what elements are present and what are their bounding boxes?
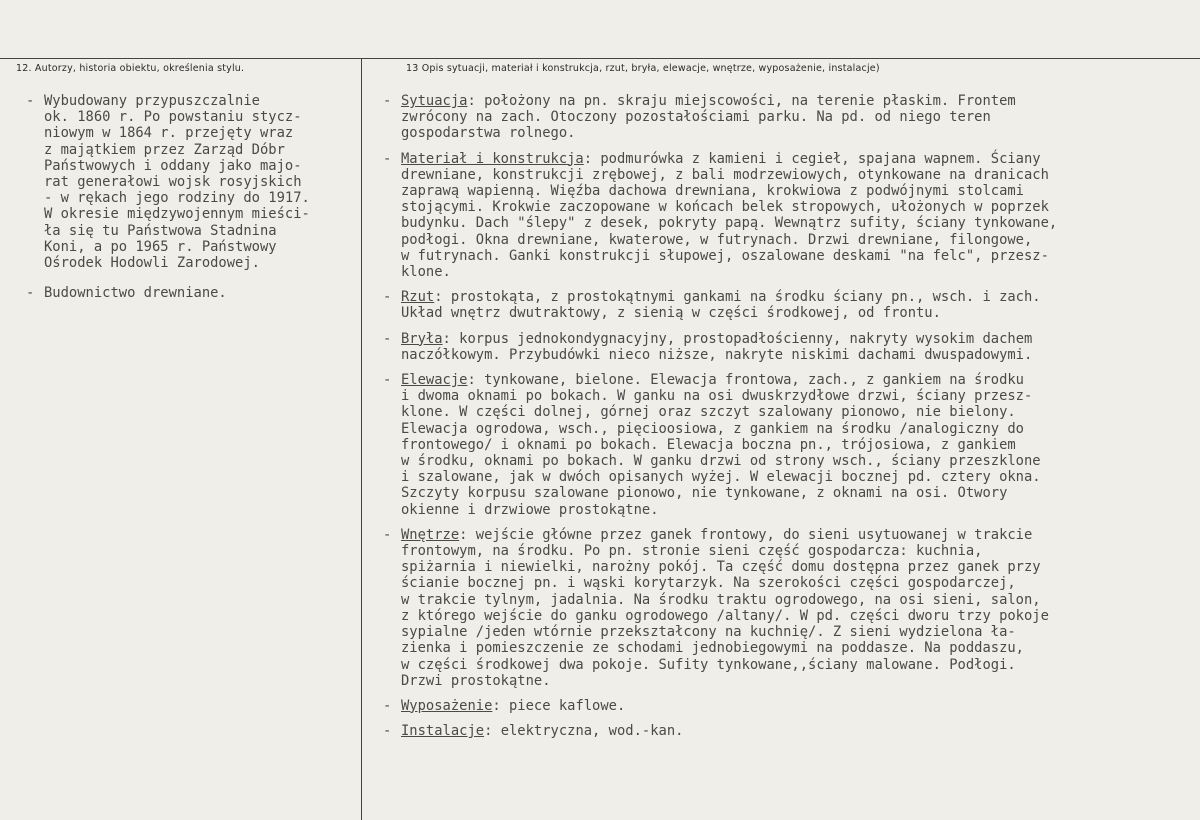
text-line: naczółkowym. Przybudówki nieco niższe, nakryte niskimi dachami dwuspadowymi. [401, 346, 1033, 363]
section-text: : elektryczna, wod.-kan. [484, 723, 684, 740]
text-line: Układ wnętrz dwutraktowy, z sienią w części środkowej, od frontu. [401, 305, 941, 322]
text-line [401, 372, 1183, 388]
text-line: drewniane, konstrukcji zrębowej, z bali modrzewiowych, otynkowane na dranicach [401, 166, 1049, 183]
entry-text [401, 698, 1183, 714]
text-line: podłogi. Okna drewniane, kwaterowe, w futrynach. Drzwi drewniane, filongowe, [401, 231, 1033, 248]
history-column [26, 93, 358, 315]
history-entry [26, 285, 358, 301]
bullet-dash: - [26, 285, 35, 302]
description-entry [383, 527, 1183, 689]
left-column-heading: 12. Autorzy, historia obiektu, określenia stylu. [16, 63, 245, 74]
text-line: klone. [401, 264, 451, 281]
bullet-dash: - [383, 723, 392, 740]
section-term: Rzut [401, 289, 435, 306]
section-text: : podmurówka z kamieni i cegieł, spajana wapnem. Ściany [583, 150, 1041, 167]
entry-text [401, 151, 1183, 281]
text-line: stojącymi. Krokwie zaczopowane w końcach belek stropowych, ułożonych w poprzek [401, 199, 1049, 216]
text-line: frontowym, na środku. Po pn. stronie sieni część gospodarcza: kuchnia, [401, 543, 983, 560]
section-term: Wyposażenie [401, 697, 493, 714]
section-text: : korpus jednokondygnacyjny, prostopadłościenny, nakryty wysokim dachem [442, 330, 1033, 347]
section-text: : położony na pn. skraju miejscowości, na terenie płaskim. Frontem [467, 93, 1016, 109]
entry-text [401, 331, 1183, 363]
section-text: : wejście główne przez ganek frontowy, do sieni usytuowanej w trakcie [459, 526, 1033, 543]
description-entry [383, 151, 1183, 281]
text-line: Koni, a po 1965 r. Państwowy [44, 238, 277, 255]
entry-text [401, 723, 1183, 739]
text-line: Ośrodek Hodowli Zarodowej. [44, 255, 260, 272]
text-line: Szczyty korpusu szalowane pionowo, nie tynkowane, z oknami na osi. Otwory [401, 485, 1008, 502]
text-line: w futrynach. Ganki konstrukcji słupowej, oszalowane deskami "na felc", przesz- [401, 247, 1049, 264]
column-divider [361, 58, 362, 820]
bullet-dash: - [383, 697, 392, 714]
text-line: z którego wejście do ganku ogrodowego /altany/. W pd. części dworu trzy pokoje [401, 607, 1049, 624]
text-line: Drzwi prostokątne. [401, 672, 551, 689]
text-line: w trakcie tylnym, jadalnia. Na środku traktu ogrodowego, na osi sieni, salon, [401, 591, 1041, 608]
entry-text [401, 93, 1183, 142]
right-column-heading: 13 Opis sytuacji, materiał i konstrukcja, rzut, bryła, elewacje, wnętrze, wyposażenie, instalacje) [406, 63, 880, 74]
text-line: Państwowych i oddany jako majo- [44, 157, 302, 174]
text-line [401, 698, 1183, 714]
history-entry [26, 93, 358, 271]
text-line: ok. 1860 r. Po powstaniu stycz- [44, 109, 302, 126]
description-entry [383, 372, 1183, 518]
entry-text [44, 93, 358, 271]
text-line: Wybudowany przypuszczalnie [44, 93, 260, 109]
text-line [401, 289, 1183, 305]
text-line: budynku. Dach "ślepy" z desek, pokryty papą. Wewnątrz sufity, ściany tynkowane, [401, 215, 1058, 232]
section-term: Elewacje [401, 372, 468, 389]
bullet-dash: - [26, 93, 35, 109]
section-term: Bryła [401, 330, 443, 347]
text-line: zaprawą wapienną. Więźba dachowa drewniana, krokwiowa z podwójnymi stolcami [401, 183, 1024, 200]
text-line: rat generałowi wojsk rosyjskich [44, 174, 302, 191]
text-line [401, 93, 1183, 109]
text-line: spiżarnia i niewielki, narożny pokój. Ta część domu dostępna przez ganek przy [401, 559, 1041, 576]
section-text: : prostokąta, z prostokątnymi gankami na środku ściany pn., wsch. i zach. [434, 289, 1041, 306]
text-line: frontowego/ i oknami po bokach. Elewacja boczna pn., trójosiowa, z gankiem [401, 436, 1016, 453]
description-entry [383, 698, 1183, 714]
text-line [401, 151, 1183, 167]
text-line: zienka i pomieszczenie ze schodami jednobiegowymi na poddasze. Na poddaszu, [401, 640, 1024, 657]
bullet-dash: - [383, 289, 392, 306]
text-line: ła się tu Państwowa Stadnina [44, 222, 277, 239]
entry-text [401, 527, 1183, 689]
entry-text [44, 285, 358, 301]
section-text: : piece kaflowe. [492, 697, 626, 714]
text-line: z majątkiem przez Zarząd Dóbr [44, 141, 285, 158]
text-line: okienne i drzwiowe prostokątne. [401, 501, 659, 518]
description-column [383, 93, 1183, 748]
text-line: - w rękach jego rodziny do 1917. [44, 190, 310, 207]
bullet-dash: - [383, 372, 392, 389]
text-line: sypialne /jeden wtórnie przekształcony na kuchnię/. Z sieni wydzielona ła- [401, 624, 1016, 641]
entry-text [401, 289, 1183, 321]
description-entry [383, 93, 1183, 142]
text-line: zwrócony na zach. Otoczony pozostałościami parku. Na pd. od niego teren [401, 109, 991, 126]
bullet-dash: - [383, 150, 392, 167]
text-line [401, 527, 1183, 543]
section-term: Wnętrze [401, 526, 460, 543]
text-line [401, 331, 1183, 347]
text-line [401, 723, 1183, 739]
text-line: ścianie bocznej pn. i wąski korytarzyk. Na szerokości części gospodarczej, [401, 575, 1016, 592]
text-line: W okresie międzywojennym mieści- [44, 206, 310, 223]
bullet-dash: - [383, 526, 392, 543]
entry-text [401, 372, 1183, 518]
text-line: i szalowane, jak w dwóch opisanych wyżej. W elewacji bocznej pd. cztery okna. [401, 469, 1041, 486]
header-rule [0, 58, 1200, 59]
text-line: niowym w 1864 r. przejęty wraz [44, 125, 294, 142]
text-line: i dwoma oknami po bokach. W ganku na osi dwuskrzydłowe drzwi, ściany przesz- [401, 388, 1033, 405]
section-term: Instalacje [401, 723, 485, 740]
text-line: klone. W części dolnej, górnej oraz szczyt szalowany pionowo, nie bielony. [401, 404, 1016, 421]
section-term: Sytuacja [401, 93, 468, 109]
text-line: Elewacja ogrodowa, wsch., pięcioosiowa, z gankiem na środku /analogiczny do [401, 420, 1024, 437]
description-entry [383, 723, 1183, 739]
section-term: Materiał i konstrukcja [401, 150, 584, 167]
text-line: gospodarstwa rolnego. [401, 125, 576, 142]
text-line: w środku, oknami po bokach. W ganku drzwi od strony wsch., ściany przeszklone [401, 453, 1041, 470]
bullet-dash: - [383, 330, 392, 347]
description-entry [383, 331, 1183, 363]
bullet-dash: - [383, 93, 392, 109]
section-text: : tynkowane, bielone. Elewacja frontowa, zach., z gankiem na środku [467, 372, 1024, 389]
text-line: Budownictwo drewniane. [44, 285, 227, 302]
text-line: w części środkowej dwa pokoje. Sufity tynkowane,,ściany malowane. Podłogi. [401, 656, 1016, 673]
description-entry [383, 289, 1183, 321]
